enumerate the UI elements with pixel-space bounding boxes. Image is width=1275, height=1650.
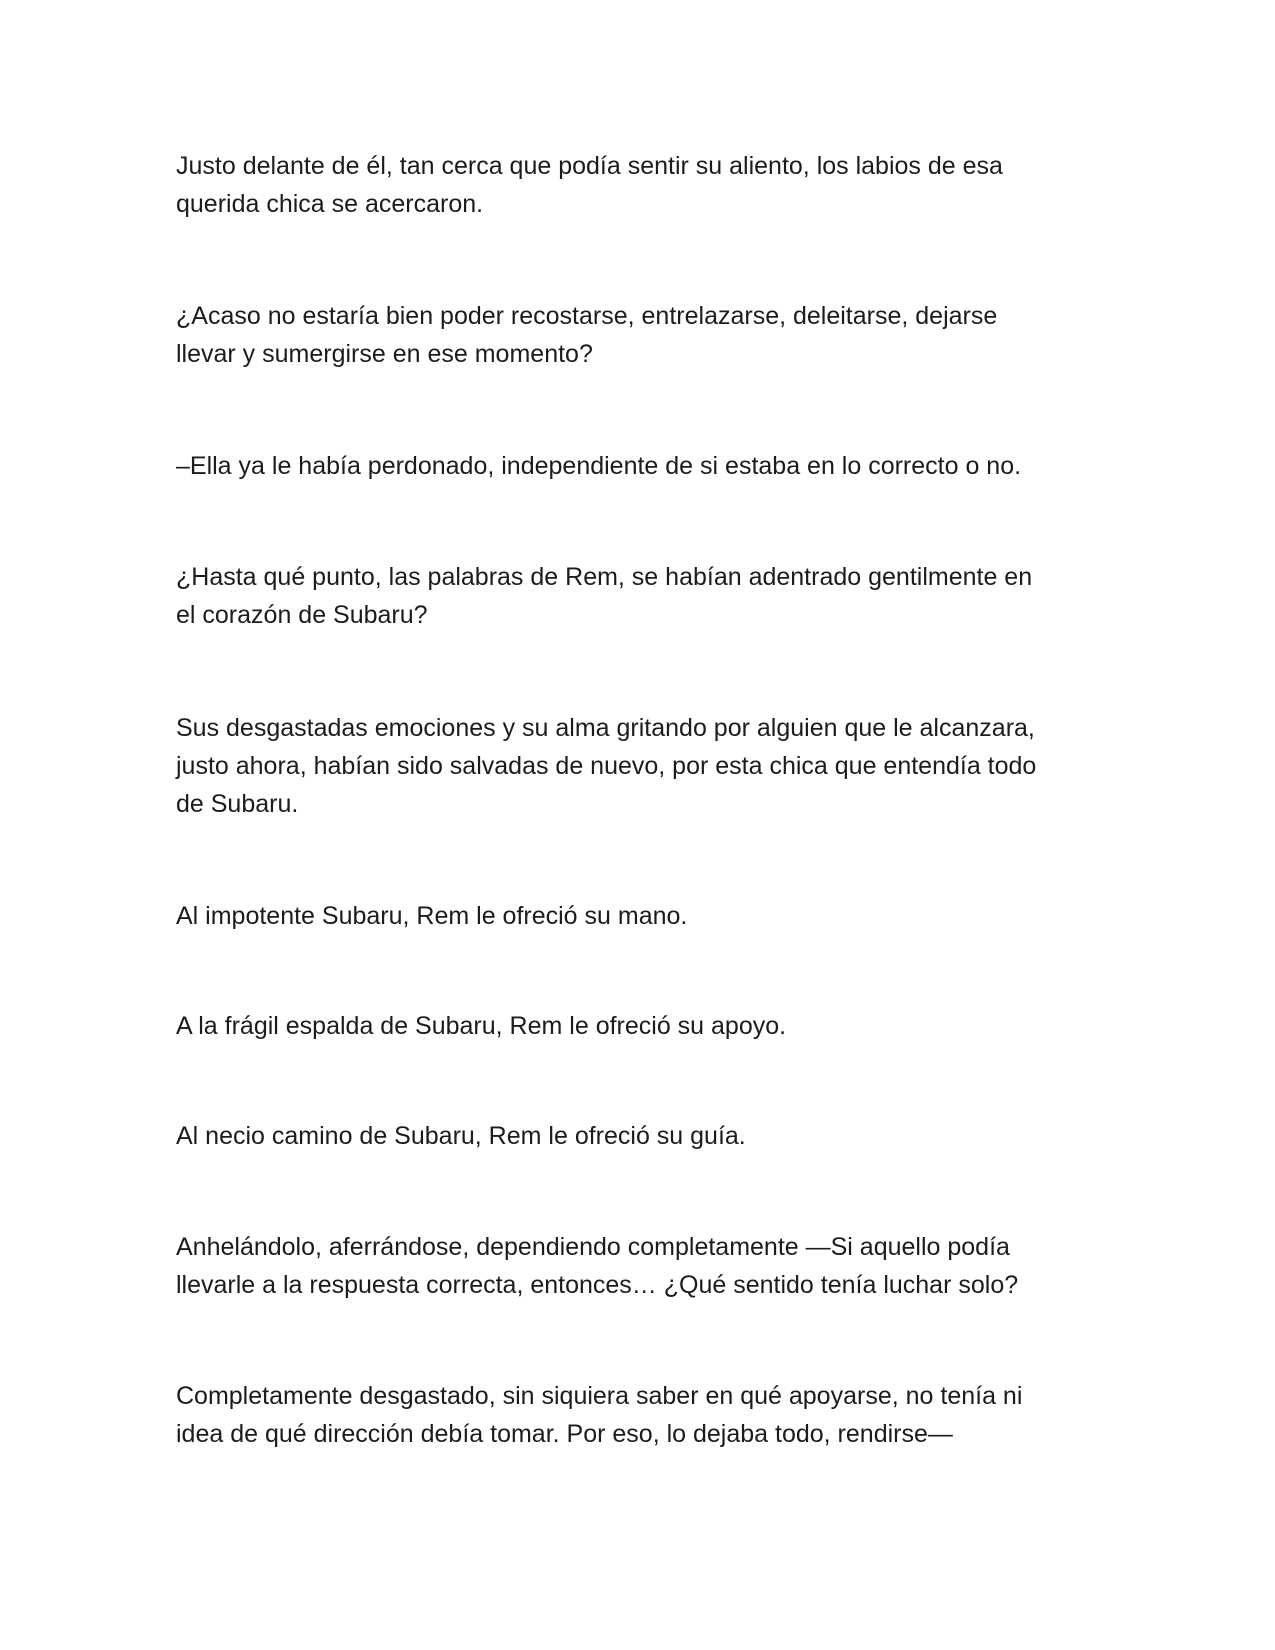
paragraph-line: Justo delante de él, tan cerca que podía sentir su aliento, los labios de esa	[176, 152, 1003, 180]
paragraph-line: el corazón de Subaru?	[176, 601, 428, 629]
paragraph-line: llevar y sumergirse en ese momento?	[176, 340, 593, 368]
paragraph-line: justo ahora, habían sido salvadas de nuevo, por esta chica que entendía todo	[176, 752, 1037, 780]
paragraph-line: Completamente desgastado, sin siquiera saber en qué apoyarse, no tenía ni	[176, 1382, 1023, 1410]
paragraph-line: idea de qué dirección debía tomar. Por eso, lo dejaba todo, rendirse—	[176, 1420, 953, 1448]
paragraph-10	[176, 1377, 1106, 1453]
paragraph-9	[176, 1228, 1106, 1304]
paragraph-7	[176, 1007, 1106, 1045]
paragraph-line: Al impotente Subaru, Rem le ofreció su mano.	[176, 902, 688, 930]
paragraph-1	[176, 147, 1106, 223]
paragraph-line: Al necio camino de Subaru, Rem le ofreció su guía.	[176, 1122, 746, 1150]
paragraph-line: ¿Hasta qué punto, las palabras de Rem, se habían adentrado gentilmente en	[176, 563, 1033, 591]
paragraph-line: querida chica se acercaron.	[176, 190, 484, 218]
paragraph-2	[176, 297, 1106, 373]
paragraph-line: Anhelándolo, aferrándose, dependiendo completamente —Si aquello podía	[176, 1233, 1010, 1261]
paragraph-line: –Ella ya le había perdonado, independiente de si estaba en lo correcto o no.	[176, 452, 1022, 480]
paragraph-6	[176, 897, 1106, 935]
paragraph-line: ¿Acaso no estaría bien poder recostarse, entrelazarse, deleitarse, dejarse	[176, 302, 998, 330]
paragraph-8	[176, 1117, 1106, 1155]
paragraph-3	[176, 447, 1106, 485]
paragraph-line: llevarle a la respuesta correcta, entonces… ¿Qué sentido tenía luchar solo?	[176, 1271, 1019, 1299]
paragraph-5	[176, 709, 1106, 823]
paragraph-4	[176, 558, 1106, 634]
paragraph-line: A la frágil espalda de Subaru, Rem le ofreció su apoyo.	[176, 1012, 787, 1040]
paragraph-line: Sus desgastadas emociones y su alma gritando por alguien que le alcanzara,	[176, 714, 1035, 742]
paragraph-line: de Subaru.	[176, 790, 299, 818]
